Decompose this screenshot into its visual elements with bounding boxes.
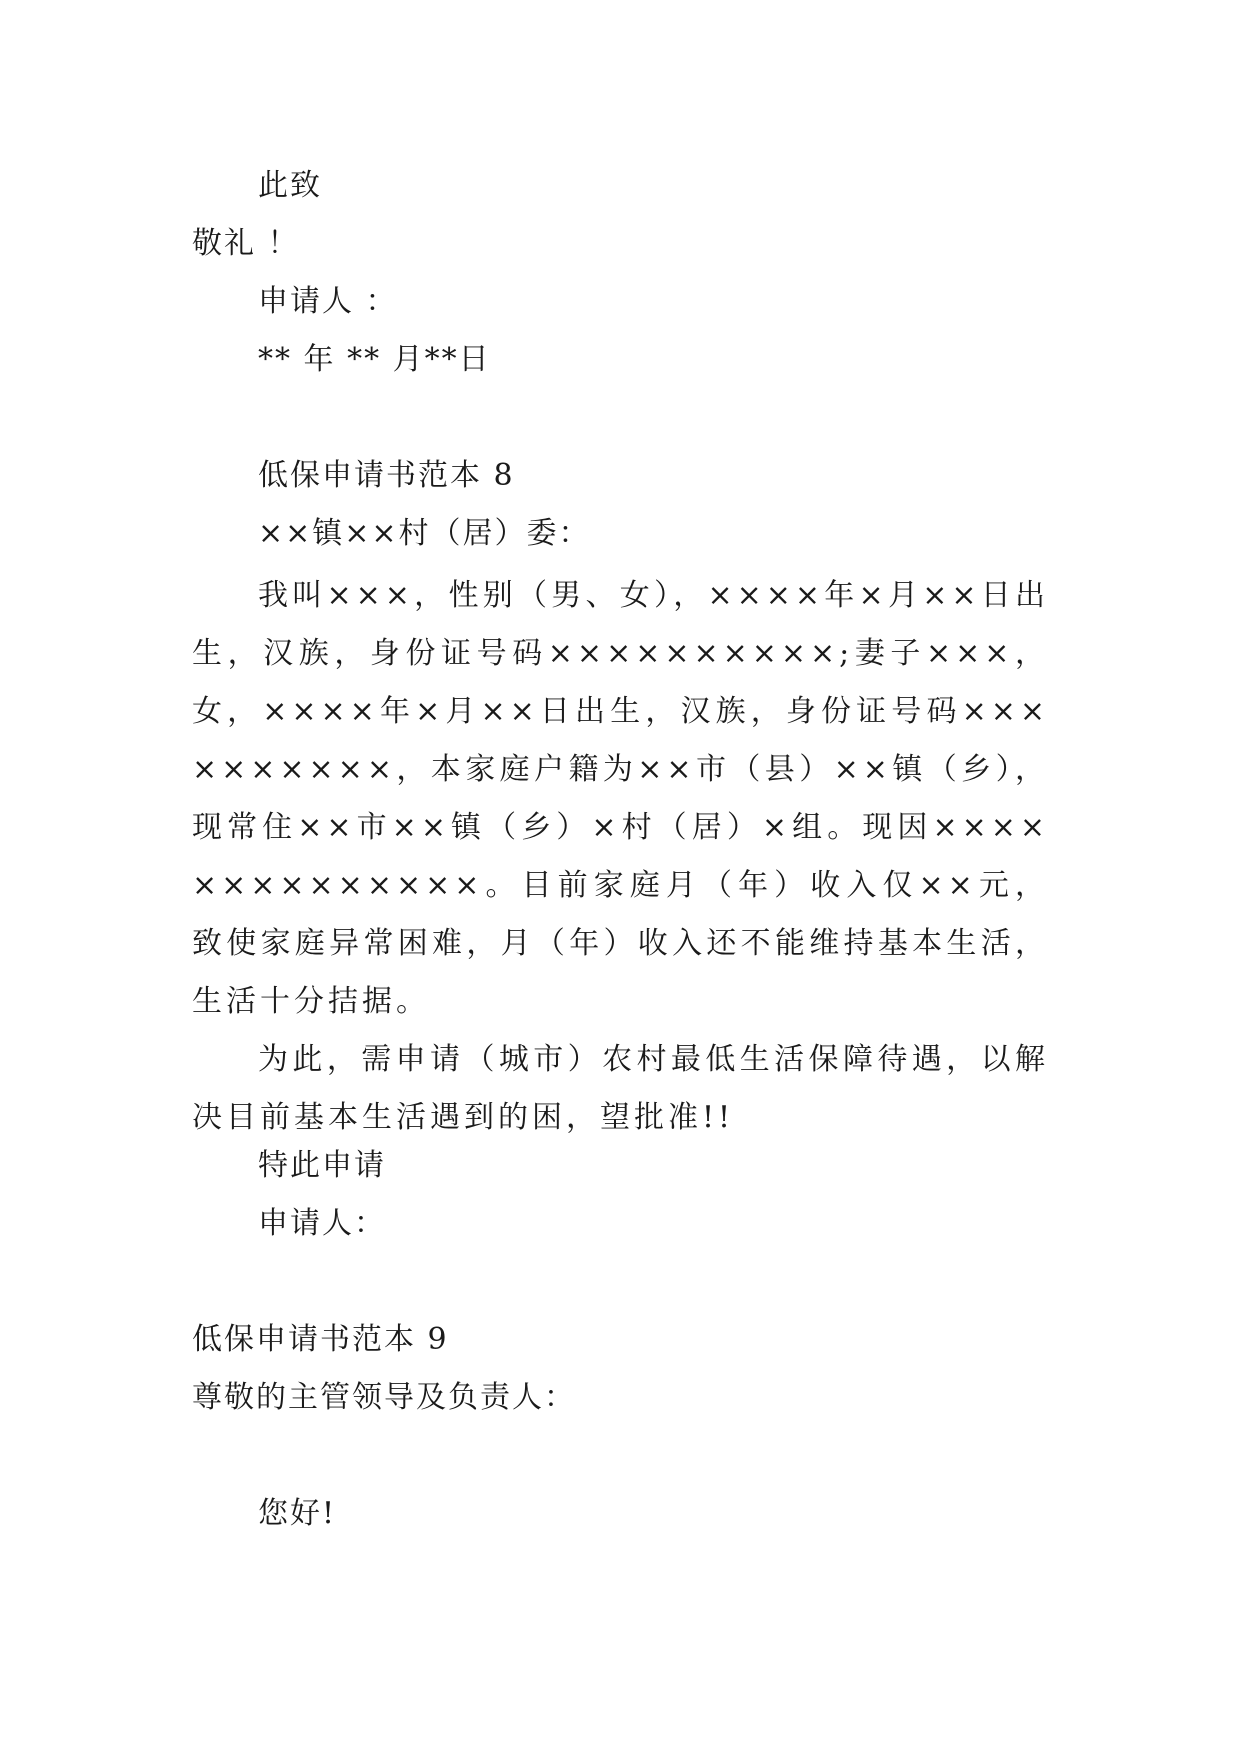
sample9-addressee: 尊敬的主管领导及负责人： xyxy=(192,1380,576,1415)
closing-applicant: 申请人 ： xyxy=(258,284,398,319)
closing-zhi: 此致 xyxy=(258,168,322,203)
closing-date: ** 年 ** 月**日 xyxy=(258,342,491,377)
sample8-body-paragraph-1: 我叫×××，性别（男、女），××××年×月××日出生，汉族，身份证号码××××××××××;妻子×××，女，××××年×月××日出生，汉族，身份证号码××××××××××，本家庭户籍为××市（县）××镇（乡），现常住××市××镇（乡）×村（居）×组。现因××××××××××××××。目前家庭月（年）收入仅××元，致使家庭异常困难，月（年）收入还不能维持基本生活，生活十分拮据。 xyxy=(192,578,1049,1019)
closing-jingli: 敬礼 ！ xyxy=(192,226,300,261)
sample9-title: 低保申请书范本 9 xyxy=(192,1322,449,1357)
sample8-title: 低保申请书范本 8 xyxy=(258,458,515,493)
sample8-body-paragraph-2: 为此，需申请（城市）农村最低生活保障待遇，以解决目前基本生活遇到的困，望批准!! xyxy=(192,1042,1049,1135)
sample8-closing: 特此申请 xyxy=(258,1148,386,1183)
sample9-greeting: 您好! xyxy=(258,1496,337,1531)
sample8-applicant: 申请人： xyxy=(258,1206,386,1241)
sample8-addressee: ××镇××村（居）委： xyxy=(258,516,591,551)
